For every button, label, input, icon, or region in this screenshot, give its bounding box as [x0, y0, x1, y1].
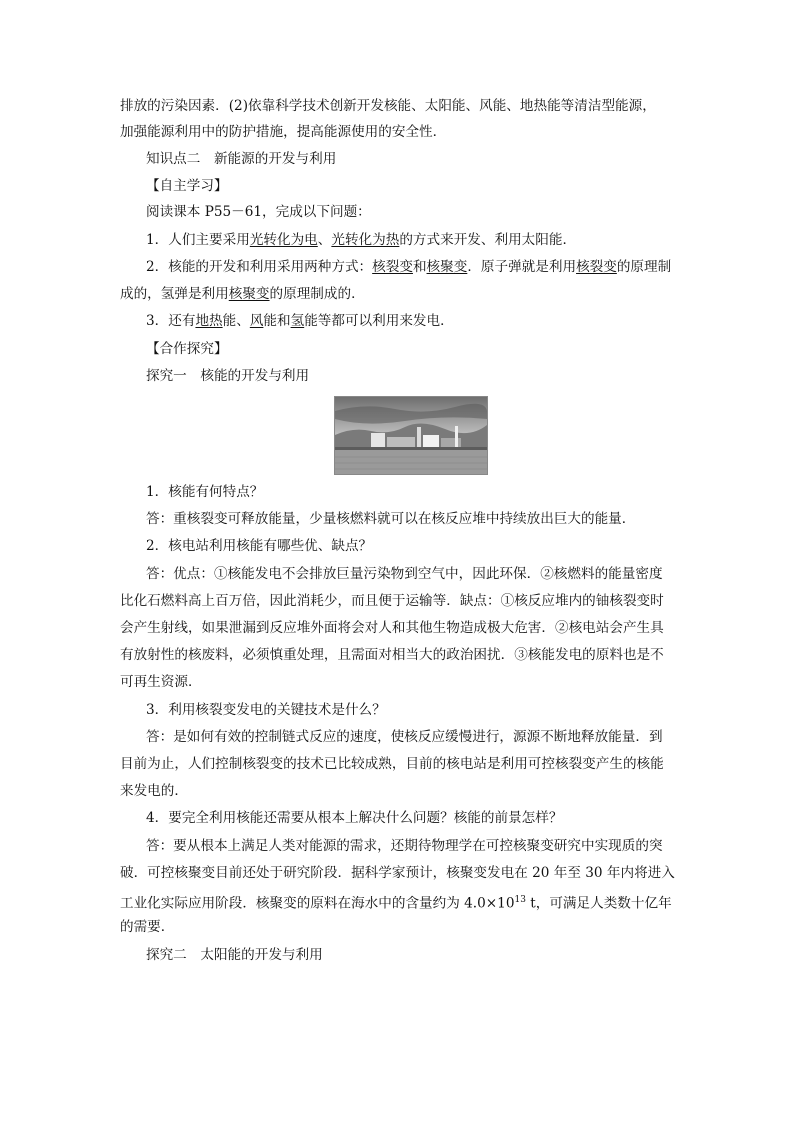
answer-line: 答：是如何有效的控制链式反应的速度，使核反应缓慢进行，源源不断地释放能量．到: [146, 729, 663, 745]
answer-line: 的需要．: [120, 919, 175, 935]
question-2-continued: 成的，氢弹是利用核聚变的原理制成的．: [120, 286, 365, 302]
subsection-heading: 【自主学习】: [146, 178, 228, 194]
answer-line: 答：要从根本上满足人类对能源的需求，还期待物理学在可控核聚变研究中实现质的突: [146, 838, 663, 854]
question-3: 3．还有地热能、风能和氢能等都可以利用来发电．: [146, 313, 454, 329]
answer-line: 破．可控核聚变目前还处于研究阶段．据科学家预计，核聚变发电在 20 年至 30 年内将进入: [120, 865, 675, 881]
answer-line: 来发电的．: [120, 783, 188, 799]
answer-line: 目前为止，人们控制核裂变的技术已比较成熟，目前的核电站是利用可控核裂变产生的核能: [120, 756, 664, 772]
instruction-line: 阅读课本 P55－61，完成以下问题：: [146, 204, 371, 220]
question-2: 2．核能的开发和利用采用两种方式：核裂变和核聚变．原子弹就是利用核裂变的原理制: [146, 259, 672, 275]
answer-line: 答：优点：①核能发电不会排放巨量污染物到空气中，因此环保．②核燃料的能量密度: [146, 566, 663, 582]
question: 3．利用核裂变发电的关键技术是什么？: [146, 702, 386, 718]
question: 4．要完全利用核能还需要从根本上解决什么问题？核能的前景怎样？: [146, 810, 563, 826]
answer-line: 工业化实际应用阶段．核聚变的原料在海水中的含量约为 $4.0\times 10^{13}$ t，可满足人类数十亿年: [120, 895, 672, 912]
answer-line: 可再生资源．: [120, 674, 202, 690]
topic-heading: 探究二 太阳能的开发与利用: [146, 947, 323, 963]
section-heading: 知识点二 新能源的开发与利用: [146, 151, 337, 167]
paragraph-line: 加强能源利用中的防护措施，提高能源使用的安全性．: [120, 124, 447, 140]
question-1: 1．人们主要采用光转化为电、光转化为热的方式来开发、利用太阳能．: [146, 232, 577, 248]
topic-heading: 探究一 核能的开发与利用: [146, 368, 310, 384]
answer-line: 有放射性的核废料，必须慎重处理，且需面对相当大的政治困扰．③核能发电的原料也是不: [120, 647, 664, 663]
paragraph-line: 排放的污染因素．(2)依靠科学技术创新开发核能、太阳能、风能、地热能等清洁型能源，: [120, 98, 656, 114]
answer-line: 比化石燃料高上百万倍，因此消耗少，而且便于运输等．缺点：①核反应堆内的铀核裂变时: [120, 593, 664, 609]
question: 2．核电站利用核能有哪些优、缺点？: [146, 538, 373, 554]
question: 1．核能有何特点？: [146, 484, 264, 500]
answer: 答：重核裂变可释放能量，少量核燃料就可以在核反应堆中持续放出巨大的能量．: [146, 511, 636, 527]
subsection-heading: 【合作探究】: [146, 341, 228, 357]
answer-line: 会产生射线，如果泄漏到反应堆外面将会对人和其他生物造成极大危害．②核电站会产生具: [120, 620, 664, 636]
nuclear-plant-photo: [334, 396, 488, 475]
